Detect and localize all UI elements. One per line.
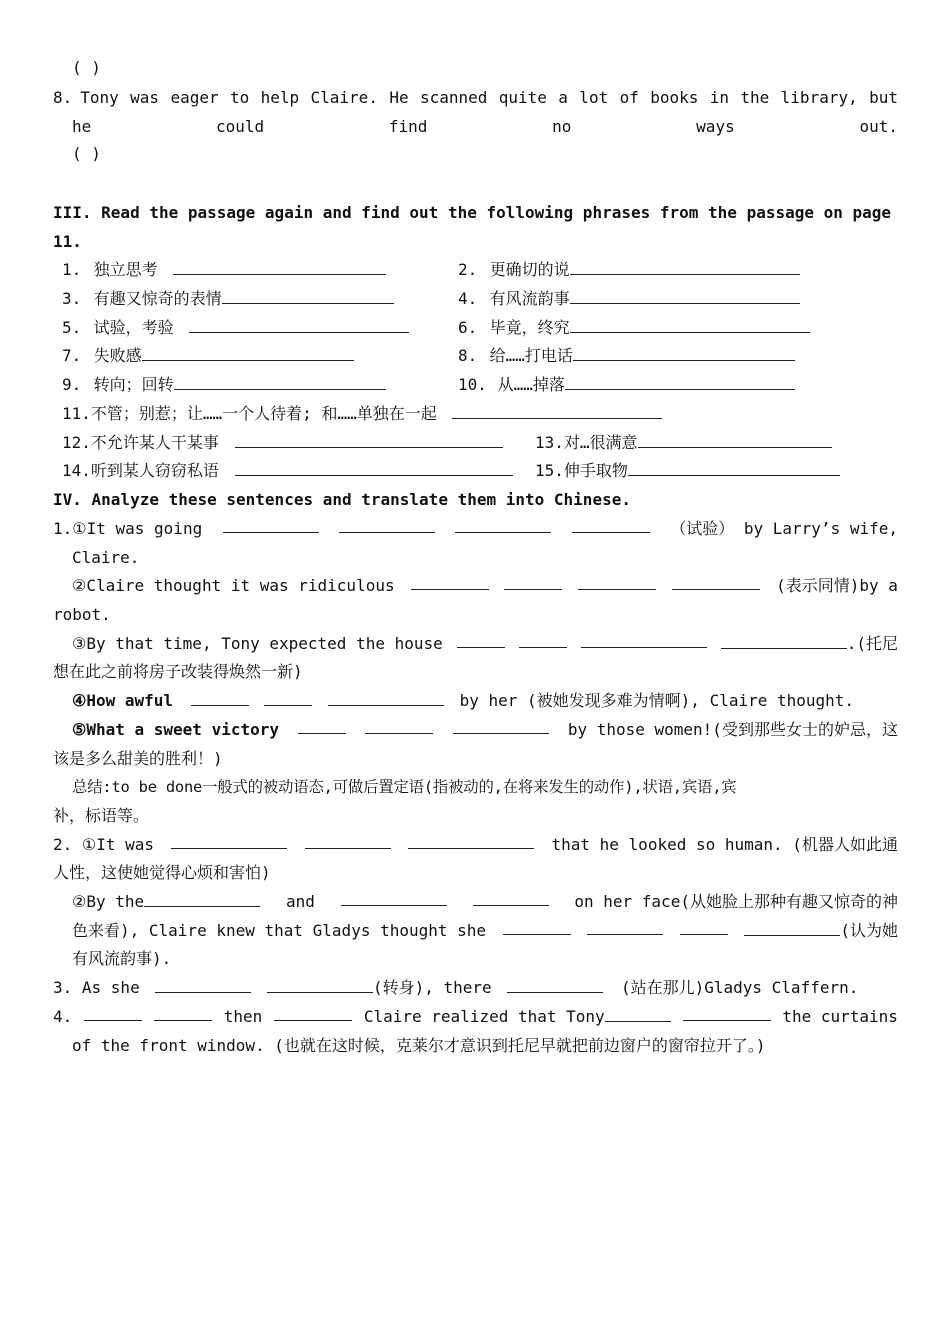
q8-word: out. (859, 117, 898, 136)
answer-blank[interactable] (341, 887, 447, 906)
answer-blank[interactable] (274, 1002, 352, 1021)
answer-blank[interactable] (173, 256, 386, 275)
answer-blank[interactable] (504, 571, 562, 590)
phrase-item: 13.对…很满意 (535, 428, 832, 457)
section3-title: III. Read the passage again and find out the following phrases from the passage on page (53, 203, 892, 222)
q8-word: find (388, 117, 428, 136)
q8-word: ways (696, 117, 735, 136)
q8-text: Tony was eager to help Claire. He scanned quite a lot of books in the library, but (80, 88, 898, 107)
phrase-item: 5. 试验，考验 (62, 313, 409, 342)
answer-blank[interactable] (189, 314, 409, 333)
sentence-4: 4. then Claire realized that Tony the curtains (53, 1002, 898, 1031)
answer-blank[interactable] (453, 715, 549, 734)
answer-blank[interactable] (457, 629, 505, 648)
sentence-2a-cont: 人性，这使她觉得心烦和害怕) (53, 863, 271, 882)
sentence-2b-cont2: 有风流韵事). (72, 949, 172, 968)
sentence-1e-cont: 该是多么甜美的胜利！) (53, 749, 223, 768)
answer-blank[interactable] (503, 916, 571, 935)
answer-blank[interactable] (570, 285, 800, 304)
sentence-3: 3. As she (转身), there (站在那儿)Gladys Claffern. (53, 973, 898, 1002)
answer-blank[interactable] (174, 371, 386, 390)
phrase-item: 7. 失败感 (62, 341, 354, 370)
summary-line1: 总结:to be done一般式的被动语态,可做后置定语(指被动的,在将来发生的动作),状语,宾语,宾 (72, 778, 737, 796)
answer-blank[interactable] (305, 830, 391, 849)
sentence-1b: ②Claire thought it was ridiculous (表示同情)by a (72, 571, 898, 600)
phrase-item: 1. 独立思考 (62, 255, 386, 284)
answer-blank[interactable] (473, 887, 549, 906)
phrase-item: 10. 从……掉落 (458, 370, 795, 399)
q8-word: no (552, 117, 572, 136)
phrase-item: 11.不管；别惹；让……一个人待着; 和……单独在一起 (62, 399, 662, 428)
sentence-1a: 1.①It was going （试验） by Larry’s wife, (53, 514, 898, 543)
answer-blank[interactable] (264, 687, 312, 706)
q8-word: could (216, 117, 265, 136)
sentence-1a-cont: Claire. (72, 548, 140, 567)
answer-blank[interactable] (84, 1002, 142, 1021)
q8-answer-bracket: ( ) (72, 144, 101, 163)
answer-blank[interactable] (328, 687, 444, 706)
answer-blank[interactable] (408, 830, 534, 849)
answer-blank[interactable] (572, 514, 650, 533)
answer-blank[interactable] (581, 629, 707, 648)
phrase-item: 12.不允许某人干某事 (62, 428, 503, 457)
answer-blank[interactable] (573, 342, 795, 361)
sentence-2b-cont: 色来看), Claire knew that Gladys thought she (认为她 (72, 916, 898, 945)
sentence-1c: ③By that time, Tony expected the house .(托尼 (72, 629, 898, 658)
answer-blank[interactable] (144, 888, 260, 907)
q8-word: he (72, 117, 92, 136)
answer-blank[interactable] (365, 715, 433, 734)
sentence-1e: ⑤What a sweet victory by those women!(受到那些女士的妒忌，这 (72, 715, 898, 744)
phrase-item: 8. 给……打电话 (458, 341, 795, 370)
answer-blank[interactable] (235, 429, 503, 448)
answer-blank[interactable] (744, 917, 840, 936)
section4-title: IV. Analyze these sentences and translate them into Chinese. (53, 490, 631, 509)
answer-blank[interactable] (171, 830, 287, 849)
sentence-1b-cont: robot. (53, 605, 111, 624)
phrase-item: 3. 有趣又惊奇的表情 (62, 284, 394, 313)
answer-blank[interactable] (223, 514, 319, 533)
answer-blank[interactable] (411, 571, 489, 590)
answer-blank[interactable] (452, 400, 662, 419)
phrase-item: 14.听到某人窃窃私语 (62, 456, 513, 485)
sentence-1c-cont: 想在此之前将房子改装得焕然一新) (53, 662, 303, 681)
answer-blank[interactable] (154, 1002, 212, 1021)
answer-blank[interactable] (519, 629, 567, 648)
answer-blank[interactable] (672, 571, 760, 590)
answer-blank[interactable] (455, 514, 551, 533)
phrase-item: 6. 毕竟，终究 (458, 313, 810, 342)
answer-blank[interactable] (235, 457, 513, 476)
answer-blank[interactable] (570, 256, 800, 275)
section3-title-cont: 11. (53, 232, 82, 251)
answer-blank[interactable] (628, 457, 840, 476)
phrase-item: 9. 转向；回转 (62, 370, 386, 399)
q7-answer-bracket: ( ) (72, 58, 101, 77)
answer-blank[interactable] (605, 1003, 671, 1022)
phrase-item: 2. 更确切的说 (458, 255, 800, 284)
answer-blank[interactable] (680, 916, 728, 935)
answer-blank[interactable] (298, 715, 346, 734)
answer-blank[interactable] (683, 1002, 771, 1021)
answer-blank[interactable] (507, 974, 603, 993)
sentence-2a: 2. ①It was that he looked so human. (机器人如此通 (53, 830, 898, 859)
answer-blank[interactable] (570, 314, 810, 333)
answer-blank[interactable] (155, 974, 251, 993)
phrase-item: 4. 有风流韵事 (458, 284, 800, 313)
answer-blank[interactable] (587, 916, 663, 935)
answer-blank[interactable] (222, 285, 394, 304)
sentence-4-cont: of the front window. (也就在这时候，克莱尔才意识到托尼早就把前边窗户的窗帘拉开了。) (72, 1036, 766, 1055)
sentence-1d: ④How awful by her (被她发现多难为情啊), Claire thought. (72, 686, 898, 715)
answer-blank[interactable] (191, 687, 249, 706)
q8-line2 (72, 112, 898, 141)
summary-line2: 补，标语等。 (53, 806, 150, 825)
answer-blank[interactable] (339, 514, 435, 533)
answer-blank[interactable] (721, 630, 847, 649)
answer-blank[interactable] (578, 571, 656, 590)
answer-blank[interactable] (638, 429, 832, 448)
q8-number: 8. (53, 88, 73, 107)
sentence-2b: ②By the and on her face(从她脸上那种有趣又惊奇的神 (72, 887, 898, 916)
q8-statement (53, 83, 898, 112)
phrase-item: 15.伸手取物 (535, 456, 840, 485)
answer-blank[interactable] (142, 342, 354, 361)
answer-blank[interactable] (565, 371, 795, 390)
answer-blank[interactable] (267, 974, 373, 993)
